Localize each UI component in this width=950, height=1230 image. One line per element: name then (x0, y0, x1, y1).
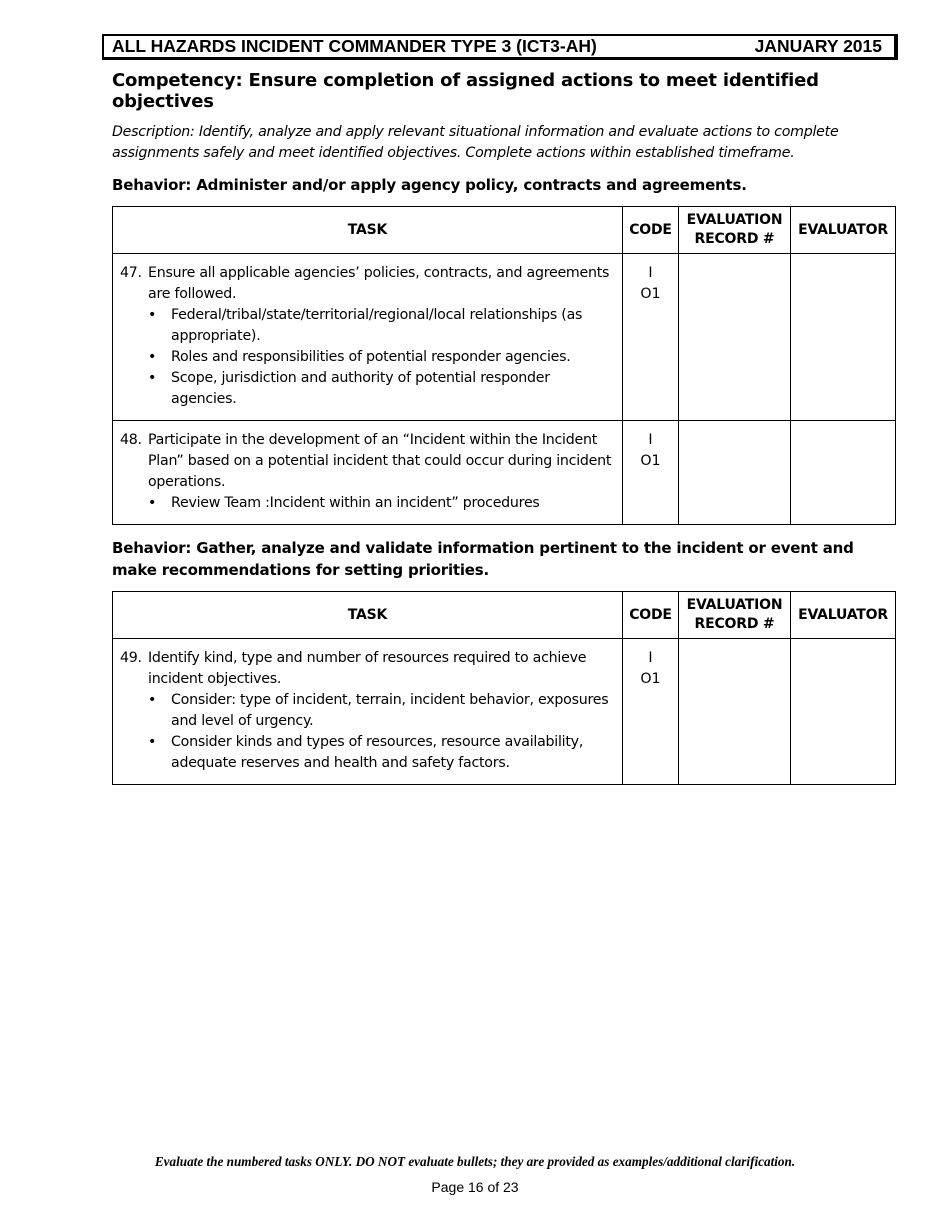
task-text: Participate in the development of an “Incident within the Incident Plan” based on a potential incident that could occur during incident operations. (148, 432, 612, 490)
task-bullet-list (120, 493, 616, 514)
bullet-icon: • (148, 734, 157, 750)
task-number: 47. (120, 265, 142, 281)
table-header-row (113, 592, 896, 639)
bullet-icon: • (148, 349, 157, 365)
task-text: Ensure all applicable agencies’ policies, contracts, and agreements are followed. (148, 265, 610, 302)
document-header (102, 34, 898, 60)
bullet-icon: • (148, 307, 157, 323)
document-title: ALL HAZARDS INCIDENT COMMANDER TYPE 3 (ICT3-AH) (112, 36, 597, 56)
code-cell (623, 254, 679, 421)
document-date: JANUARY 2015 (754, 36, 882, 56)
behavior-heading: Behavior: Gather, analyze and validate information pertinent to the incident or event and make recommendations for setting priorities. (112, 539, 854, 579)
task-cell (113, 639, 623, 785)
column-header-evaluator: EVALUATOR (791, 592, 896, 639)
list-item: • Consider kinds and types of resources, resource availability, adequate reserves and health and safety factors. (148, 732, 616, 774)
table-row (113, 421, 896, 525)
table-row (113, 254, 896, 421)
task-text: Identify kind, type and number of resources required to achieve incident objectives. (148, 650, 587, 687)
evaluator-cell[interactable] (791, 421, 896, 525)
page-number: Page 16 of 23 (431, 1179, 519, 1195)
task-bullet-list (120, 305, 616, 410)
task-table (112, 206, 896, 525)
table-header-row (113, 207, 896, 254)
table-row (113, 639, 896, 785)
column-header-task: TASK (113, 592, 623, 639)
competency-heading: Competency: Ensure completion of assigned actions to meet identified objectives (112, 70, 819, 112)
evaluator-cell[interactable] (791, 639, 896, 785)
code-secondary: O1 (640, 671, 661, 687)
list-item: • Review Team :Incident within an incident” procedures (148, 493, 616, 514)
task-bullet-list (120, 690, 616, 774)
competency-description: Description: Identify, analyze and apply relevant situational information and evaluate actions to complete assignments safely and meet identified objectives. Complete actions within established timeframe. (112, 124, 839, 161)
task-cell (113, 421, 623, 525)
page-content (112, 70, 896, 797)
code-cell (623, 639, 679, 785)
list-item: • Federal/tribal/state/territorial/regional/local relationships (as appropriate). (148, 305, 616, 347)
task-number: 49. (120, 650, 142, 666)
column-header-task: TASK (113, 207, 623, 254)
bullet-icon: • (148, 370, 157, 386)
evaluator-cell[interactable] (791, 254, 896, 421)
code-primary: I (648, 265, 653, 281)
code-secondary: O1 (640, 453, 661, 469)
list-item: • Scope, jurisdiction and authority of potential responder agencies. (148, 368, 616, 410)
behavior-heading: Behavior: Administer and/or apply agency policy, contracts and agreements. (112, 176, 747, 194)
evaluation-record-cell[interactable] (679, 421, 791, 525)
list-item: • Consider: type of incident, terrain, incident behavior, exposures and level of urgency. (148, 690, 616, 732)
column-header-record: EVALUATION RECORD # (679, 207, 791, 254)
bullet-icon: • (148, 495, 157, 511)
code-cell (623, 421, 679, 525)
task-number: 48. (120, 432, 142, 448)
task-table (112, 591, 896, 785)
column-header-record: EVALUATION RECORD # (679, 592, 791, 639)
code-primary: I (648, 650, 653, 666)
column-header-code: CODE (623, 592, 679, 639)
column-header-code: CODE (623, 207, 679, 254)
bullet-icon: • (148, 692, 157, 708)
task-cell (113, 254, 623, 421)
footer-note: Evaluate the numbered tasks ONLY. DO NOT evaluate bullets; they are provided as examples/additional clarification. (154, 1154, 796, 1169)
code-secondary: O1 (640, 286, 661, 302)
code-primary: I (648, 432, 653, 448)
column-header-evaluator: EVALUATOR (791, 207, 896, 254)
evaluation-record-cell[interactable] (679, 639, 791, 785)
list-item: • Roles and responsibilities of potential responder agencies. (148, 347, 616, 368)
evaluation-record-cell[interactable] (679, 254, 791, 421)
